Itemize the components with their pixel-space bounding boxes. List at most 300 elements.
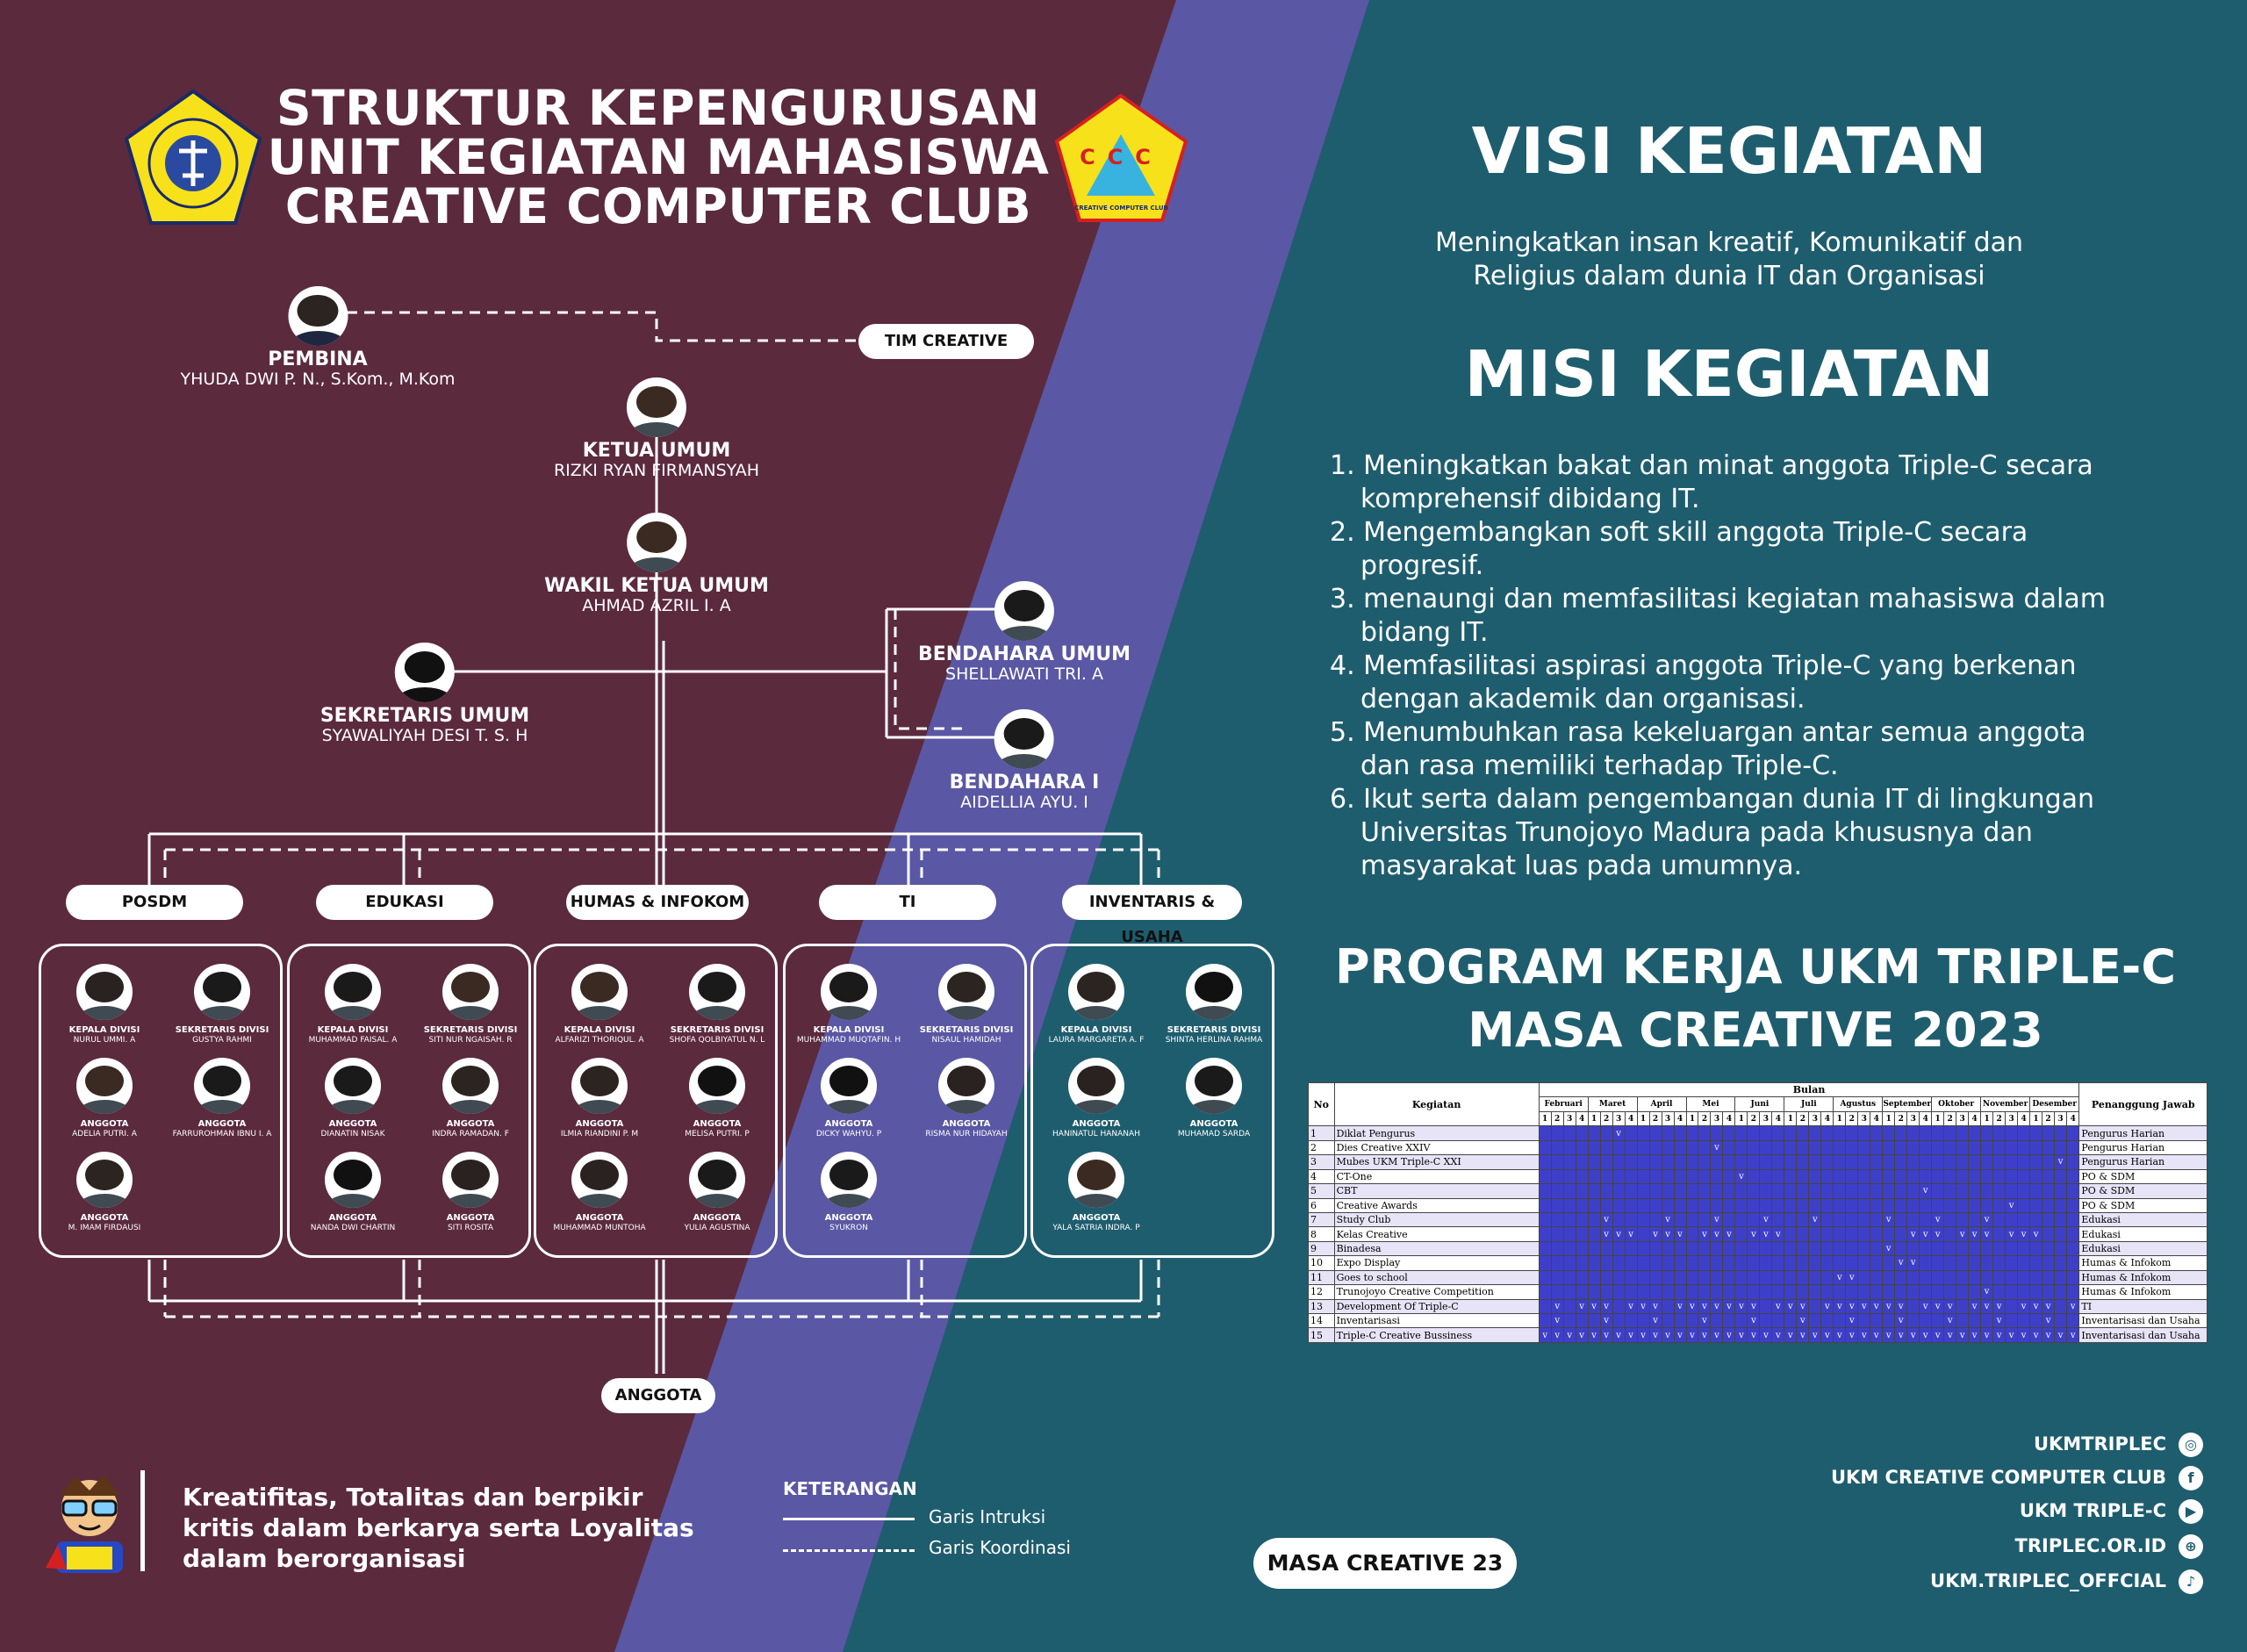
member-name: DIANATIN NISAK	[320, 1130, 385, 1138]
week-cell	[2030, 1184, 2042, 1198]
th-week: 1	[1588, 1111, 1600, 1125]
week-cell: v	[1846, 1270, 1858, 1284]
week-cell: v	[1981, 1328, 1993, 1343]
row-kegiatan: Goes to school	[1334, 1270, 1539, 1284]
th-week: 4	[1674, 1111, 1686, 1125]
week-cell: v	[1625, 1299, 1637, 1313]
week-cell	[1674, 1198, 1686, 1212]
th-no: No	[1309, 1083, 1335, 1126]
row-kegiatan: Binadesa	[1334, 1241, 1539, 1255]
misi-text: 1. Meningkatkan bakat dan minat anggota Triple-C secara	[1330, 450, 2093, 481]
week-cell	[2018, 1212, 2030, 1226]
week-cell: v	[1576, 1299, 1588, 1313]
member-name: YULIA AGUSTINA	[684, 1224, 750, 1232]
week-cell	[1539, 1314, 1551, 1328]
ketua-title: KETUA UMUM	[582, 440, 731, 462]
week-cell	[1797, 1256, 1809, 1270]
pembina-name: YHUDA DWI P. N., S.Kom., M.Kom	[180, 370, 456, 389]
division-pill-ti: TI	[819, 885, 996, 920]
week-cell	[1649, 1140, 1662, 1154]
social-link[interactable]	[2034, 1433, 2203, 1457]
week-cell: v	[1686, 1299, 1698, 1313]
week-cell: v	[1711, 1212, 1723, 1226]
week-cell	[1846, 1227, 1858, 1241]
week-cell	[2018, 1256, 2030, 1270]
title-line-1: STRUKTUR KEPENGURUSAN	[276, 80, 1041, 136]
week-cell	[1576, 1140, 1588, 1154]
week-cell	[1883, 1198, 1895, 1212]
week-cell	[1551, 1241, 1563, 1255]
week-cell	[1944, 1270, 1956, 1284]
member-avatar	[76, 1058, 133, 1114]
row-pj: PO & SDM	[2079, 1198, 2208, 1212]
week-cell: v	[1711, 1299, 1723, 1313]
row-no: 6	[1309, 1198, 1335, 1212]
week-cell	[1772, 1285, 1784, 1299]
week-cell: v	[1993, 1328, 2006, 1343]
week-cell	[2055, 1198, 2067, 1212]
week-cell	[1760, 1241, 1772, 1255]
visi-line-1: Meningkatkan insan kreatif, Komunikatif dan	[1434, 227, 2024, 258]
week-cell: v	[1944, 1328, 1956, 1343]
week-cell	[2055, 1299, 2067, 1313]
row-no: 7	[1309, 1212, 1335, 1226]
week-cell	[1686, 1155, 1698, 1169]
misi-text: 6. Ikut serta dalam pengembangan dunia IT di lingkungan	[1330, 784, 2095, 815]
division-member	[296, 1152, 410, 1233]
week-cell	[1600, 1184, 1612, 1198]
week-cell	[2067, 1155, 2079, 1169]
member-role: ANGGOTA	[824, 1213, 873, 1223]
social-label: UKM.TRIPLEC_OFFCIAL	[1930, 1570, 2166, 1591]
week-cell: v	[1834, 1328, 1846, 1343]
week-cell	[1969, 1314, 1981, 1328]
week-cell	[2055, 1314, 2067, 1328]
member-avatar	[689, 964, 745, 1020]
week-cell: v	[1600, 1314, 1612, 1328]
week-cell	[2067, 1184, 2079, 1198]
member-avatar	[571, 1152, 628, 1208]
week-cell	[1993, 1198, 2006, 1212]
visi-title: VISI KEGIATAN	[1471, 114, 1987, 188]
week-cell	[2018, 1126, 2030, 1140]
week-cell	[1723, 1314, 1735, 1328]
week-cell	[1637, 1169, 1649, 1183]
row-no: 15	[1309, 1328, 1335, 1343]
week-cell: v	[1588, 1328, 1600, 1343]
member-avatar	[689, 1058, 745, 1114]
week-cell	[1576, 1227, 1588, 1241]
week-cell	[1735, 1198, 1748, 1212]
week-cell	[1969, 1256, 1981, 1270]
week-cell	[2030, 1169, 2042, 1183]
week-cell	[1809, 1285, 1821, 1299]
division-member	[413, 1152, 528, 1233]
member-role: ANGGOTA	[693, 1213, 742, 1223]
week-cell	[1748, 1126, 1760, 1140]
week-cell	[2055, 1212, 2067, 1226]
week-cell	[1932, 1155, 1944, 1169]
week-cell	[1883, 1184, 1895, 1198]
week-cell	[1821, 1198, 1834, 1212]
th-week: 2	[1698, 1111, 1711, 1125]
week-cell	[1563, 1270, 1576, 1284]
globe-icon: ⊕	[2179, 1534, 2203, 1559]
week-cell	[1944, 1126, 1956, 1140]
week-cell	[2006, 1126, 2018, 1140]
th-week: 3	[1858, 1111, 1870, 1125]
week-cell: v	[1883, 1241, 1895, 1255]
th-week: 2	[1600, 1111, 1612, 1125]
week-cell	[1784, 1256, 1797, 1270]
week-cell	[1662, 1184, 1674, 1198]
week-cell	[2018, 1285, 2030, 1299]
week-cell	[1711, 1256, 1723, 1270]
member-avatar	[1068, 1152, 1124, 1208]
week-cell	[1956, 1212, 1969, 1226]
week-cell	[2067, 1227, 2079, 1241]
week-cell	[2030, 1126, 2042, 1140]
row-kegiatan: Development Of Triple-C	[1334, 1299, 1539, 1313]
week-cell	[1539, 1184, 1551, 1198]
th-kegiatan: Kegiatan	[1334, 1083, 1539, 1126]
week-cell: v	[2006, 1328, 2018, 1343]
row-kegiatan: CBT	[1334, 1184, 1539, 1198]
week-cell	[1748, 1256, 1760, 1270]
misi-text: dan rasa memiliki terhadap Triple-C.	[1360, 751, 1839, 781]
member-avatar	[442, 1058, 499, 1114]
week-cell	[2006, 1155, 2018, 1169]
th-week: 3	[1563, 1111, 1576, 1125]
week-cell	[1600, 1270, 1612, 1284]
week-cell	[1649, 1212, 1662, 1226]
member-avatar	[1068, 964, 1124, 1020]
week-cell	[1539, 1169, 1551, 1183]
row-pj: TI	[2079, 1299, 2208, 1313]
week-cell	[1588, 1198, 1600, 1212]
week-cell	[2055, 1169, 2067, 1183]
week-cell	[1932, 1140, 1944, 1154]
week-cell	[2042, 1198, 2055, 1212]
week-cell	[1748, 1212, 1760, 1226]
week-cell	[1698, 1169, 1711, 1183]
proker-title-line-1: PROGRAM KERJA UKM TRIPLE-C	[1335, 939, 2176, 995]
week-cell	[1858, 1314, 1870, 1328]
week-cell	[1612, 1256, 1625, 1270]
week-cell: v	[1809, 1212, 1821, 1226]
member-name: SHOFA QOLBIYATUL N. L	[669, 1036, 765, 1045]
week-cell: v	[1748, 1328, 1760, 1343]
week-cell	[1711, 1270, 1723, 1284]
week-cell: v	[1674, 1328, 1686, 1343]
week-cell	[1870, 1314, 1883, 1328]
week-cell	[1834, 1241, 1846, 1255]
week-cell: v	[1686, 1328, 1698, 1343]
week-cell	[1686, 1270, 1698, 1284]
th-week: 4	[2018, 1111, 2030, 1125]
week-cell	[1797, 1140, 1809, 1154]
week-cell	[1907, 1212, 1920, 1226]
week-cell	[1674, 1256, 1686, 1270]
week-cell: v	[1920, 1184, 1932, 1198]
week-cell	[1698, 1270, 1711, 1284]
member-avatar	[821, 964, 877, 1020]
division-member	[909, 964, 1023, 1045]
misi-text: progresif.	[1360, 550, 1484, 581]
week-cell	[1588, 1227, 1600, 1241]
th-week: 1	[1932, 1111, 1944, 1125]
week-cell	[1539, 1198, 1551, 1212]
week-cell: v	[1895, 1299, 1907, 1313]
week-cell	[2067, 1169, 2079, 1183]
week-cell	[1551, 1198, 1563, 1212]
week-cell	[1895, 1241, 1907, 1255]
week-cell	[1870, 1184, 1883, 1198]
week-cell	[1797, 1169, 1809, 1183]
th-week: 3	[1662, 1111, 1674, 1125]
wakil-node	[544, 513, 769, 615]
week-cell	[1649, 1270, 1662, 1284]
member-name: NURUL UMMI. A	[73, 1036, 136, 1045]
week-cell: v	[1834, 1299, 1846, 1313]
week-cell	[1649, 1169, 1662, 1183]
week-cell	[1956, 1169, 1969, 1183]
misi-item	[1330, 716, 2199, 783]
ketua-name: RIZKI RYAN FIRMANSYAH	[553, 461, 760, 480]
row-no: 8	[1309, 1227, 1335, 1241]
th-week: 1	[1539, 1111, 1551, 1125]
row-pj: PO & SDM	[2079, 1169, 2208, 1183]
member-name: MUHAMMAD MUNTOHA	[553, 1224, 646, 1232]
th-week: 3	[1907, 1111, 1920, 1125]
th-week: 1	[1834, 1111, 1846, 1125]
week-cell	[1711, 1155, 1723, 1169]
week-cell	[1784, 1184, 1797, 1198]
week-cell	[1563, 1126, 1576, 1140]
week-cell: v	[1711, 1328, 1723, 1343]
week-cell	[1563, 1256, 1576, 1270]
week-cell	[2067, 1270, 2079, 1284]
week-cell	[1809, 1126, 1821, 1140]
week-cell	[1956, 1155, 1969, 1169]
week-cell: v	[1612, 1126, 1625, 1140]
week-cell	[1920, 1169, 1932, 1183]
member-avatar	[1186, 1058, 1242, 1114]
week-cell	[1870, 1270, 1883, 1284]
member-name: DICKY WAHYU. P	[815, 1130, 882, 1138]
misi-text: 4. Memfasilitasi aspirasi anggota Triple-C yang berkenan	[1330, 650, 2077, 681]
week-cell	[1539, 1212, 1551, 1226]
week-cell	[1637, 1314, 1649, 1328]
member-avatar	[821, 1058, 877, 1114]
week-cell	[1956, 1241, 1969, 1255]
week-cell	[1956, 1285, 1969, 1299]
week-cell	[1649, 1241, 1662, 1255]
week-cell	[1981, 1241, 1993, 1255]
week-cell	[1723, 1126, 1735, 1140]
division-member	[660, 1152, 774, 1233]
week-cell	[1551, 1227, 1563, 1241]
week-cell	[1895, 1126, 1907, 1140]
week-cell	[1870, 1227, 1883, 1241]
week-cell	[1834, 1155, 1846, 1169]
member-role: ANGGOTA	[942, 1119, 991, 1129]
week-cell	[1600, 1256, 1612, 1270]
week-cell: v	[1784, 1299, 1797, 1313]
week-cell	[2067, 1126, 2079, 1140]
social-label: UKM TRIPLE-C	[2019, 1500, 2166, 1521]
week-cell	[1674, 1169, 1686, 1183]
week-cell: v	[1870, 1299, 1883, 1313]
week-cell	[1784, 1314, 1797, 1328]
week-cell	[1625, 1126, 1637, 1140]
week-cell	[1858, 1155, 1870, 1169]
visi-text	[1290, 226, 2168, 293]
week-cell	[1551, 1184, 1563, 1198]
week-cell	[1686, 1314, 1698, 1328]
week-cell	[2006, 1184, 2018, 1198]
week-cell	[2018, 1314, 2030, 1328]
member-avatar	[442, 964, 499, 1020]
social-link[interactable]	[1930, 1569, 2203, 1594]
week-cell	[2042, 1169, 2055, 1183]
week-cell	[2042, 1212, 2055, 1226]
week-cell	[1711, 1314, 1723, 1328]
week-cell: v	[2042, 1299, 2055, 1313]
week-cell: v	[1662, 1212, 1674, 1226]
th-week: 2	[1649, 1111, 1662, 1125]
week-cell	[1686, 1285, 1698, 1299]
week-cell	[2042, 1227, 2055, 1241]
row-no: 13	[1309, 1299, 1335, 1313]
week-cell	[1563, 1169, 1576, 1183]
week-cell: v	[1760, 1212, 1772, 1226]
week-cell	[1772, 1126, 1784, 1140]
th-week: 1	[1784, 1111, 1797, 1125]
week-cell: v	[1870, 1328, 1883, 1343]
week-cell	[1625, 1184, 1637, 1198]
member-role: ANGGOTA	[328, 1213, 377, 1223]
week-cell	[1858, 1198, 1870, 1212]
wakil-name: AHMAD AZRIL I. A	[582, 596, 731, 615]
week-cell	[1784, 1169, 1797, 1183]
week-cell: v	[1600, 1227, 1612, 1241]
week-cell: v	[1563, 1328, 1576, 1343]
social-label: UKMTRIPLEC	[2033, 1433, 2166, 1454]
title-line-3: CREATIVE COMPUTER CLUB	[284, 178, 1032, 234]
week-cell	[1748, 1140, 1760, 1154]
week-cell	[1956, 1198, 1969, 1212]
week-cell	[1944, 1241, 1956, 1255]
week-cell	[1944, 1256, 1956, 1270]
member-name: ILMIA RIANDINI P. M	[560, 1130, 639, 1138]
row-no: 14	[1309, 1314, 1335, 1328]
week-cell	[1944, 1155, 1956, 1169]
week-cell	[1637, 1155, 1649, 1169]
week-cell	[1588, 1126, 1600, 1140]
week-cell	[2055, 1270, 2067, 1284]
member-name: SHINTA HERLINA RAHMA	[1165, 1036, 1263, 1045]
th-month: Maret	[1588, 1097, 1637, 1111]
week-cell: v	[2030, 1227, 2042, 1241]
week-cell	[1723, 1169, 1735, 1183]
proker-title	[1317, 936, 2194, 1062]
th-bulan: Bulan	[1539, 1083, 2079, 1097]
th-week: 3	[2055, 1111, 2067, 1125]
week-cell	[1662, 1256, 1674, 1270]
week-cell	[1748, 1155, 1760, 1169]
member-role: SEKRETARIS DIVISI	[1167, 1025, 1261, 1035]
week-cell: v	[1760, 1328, 1772, 1343]
member-role: ANGGOTA	[1189, 1119, 1238, 1129]
title-line-2: UNIT KEGIATAN MAHASISWA	[267, 129, 1050, 185]
week-cell	[1612, 1299, 1625, 1313]
social-link[interactable]	[2020, 1499, 2203, 1524]
sekretaris-node	[320, 643, 529, 745]
member-role: KEPALA DIVISI	[564, 1025, 635, 1035]
row-pj: PO & SDM	[2079, 1184, 2208, 1198]
week-cell	[1748, 1198, 1760, 1212]
week-cell	[1723, 1140, 1735, 1154]
row-pj: Humas & Infokom	[2079, 1270, 2208, 1284]
week-cell: v	[1711, 1140, 1723, 1154]
week-cell	[1907, 1241, 1920, 1255]
week-cell	[1932, 1314, 1944, 1328]
week-cell: v	[1821, 1328, 1834, 1343]
week-cell	[1883, 1256, 1895, 1270]
row-pj: Edukasi	[2079, 1241, 2208, 1255]
week-cell: v	[1698, 1314, 1711, 1328]
week-cell	[1944, 1198, 1956, 1212]
row-pj: Inventarisasi dan Usaha	[2079, 1314, 2208, 1328]
week-cell	[1588, 1314, 1600, 1328]
week-cell	[1932, 1285, 1944, 1299]
week-cell: v	[1625, 1328, 1637, 1343]
member-role: ANGGOTA	[446, 1119, 495, 1129]
week-cell	[2030, 1241, 2042, 1255]
week-cell	[1834, 1212, 1846, 1226]
week-cell	[2018, 1270, 2030, 1284]
th-week: 1	[1883, 1111, 1895, 1125]
week-cell	[1686, 1126, 1698, 1140]
week-cell	[1969, 1140, 1981, 1154]
week-cell	[1858, 1126, 1870, 1140]
week-cell	[1883, 1314, 1895, 1328]
week-cell	[1907, 1184, 1920, 1198]
week-cell: v	[1809, 1328, 1821, 1343]
week-cell	[1858, 1241, 1870, 1255]
week-cell: v	[1907, 1256, 1920, 1270]
week-cell: v	[2042, 1328, 2055, 1343]
social-link[interactable]	[1831, 1466, 2203, 1490]
week-cell	[1551, 1155, 1563, 1169]
week-cell	[1637, 1140, 1649, 1154]
week-cell	[1969, 1212, 1981, 1226]
th-month: November	[1981, 1097, 2030, 1111]
week-cell: v	[1907, 1328, 1920, 1343]
week-cell	[1637, 1227, 1649, 1241]
social-link[interactable]	[2015, 1534, 2203, 1559]
member-role: KEPALA DIVISI	[68, 1025, 140, 1035]
week-cell	[2006, 1256, 2018, 1270]
week-cell	[1784, 1227, 1797, 1241]
week-cell	[1698, 1184, 1711, 1198]
motto-line-2: kritis dalam berkarya serta Loyalitas	[183, 1513, 694, 1542]
week-cell: v	[1551, 1314, 1563, 1328]
week-cell	[1588, 1155, 1600, 1169]
week-cell: v	[1748, 1299, 1760, 1313]
member-name: LAURA MARGARETA A. F	[1048, 1036, 1145, 1045]
